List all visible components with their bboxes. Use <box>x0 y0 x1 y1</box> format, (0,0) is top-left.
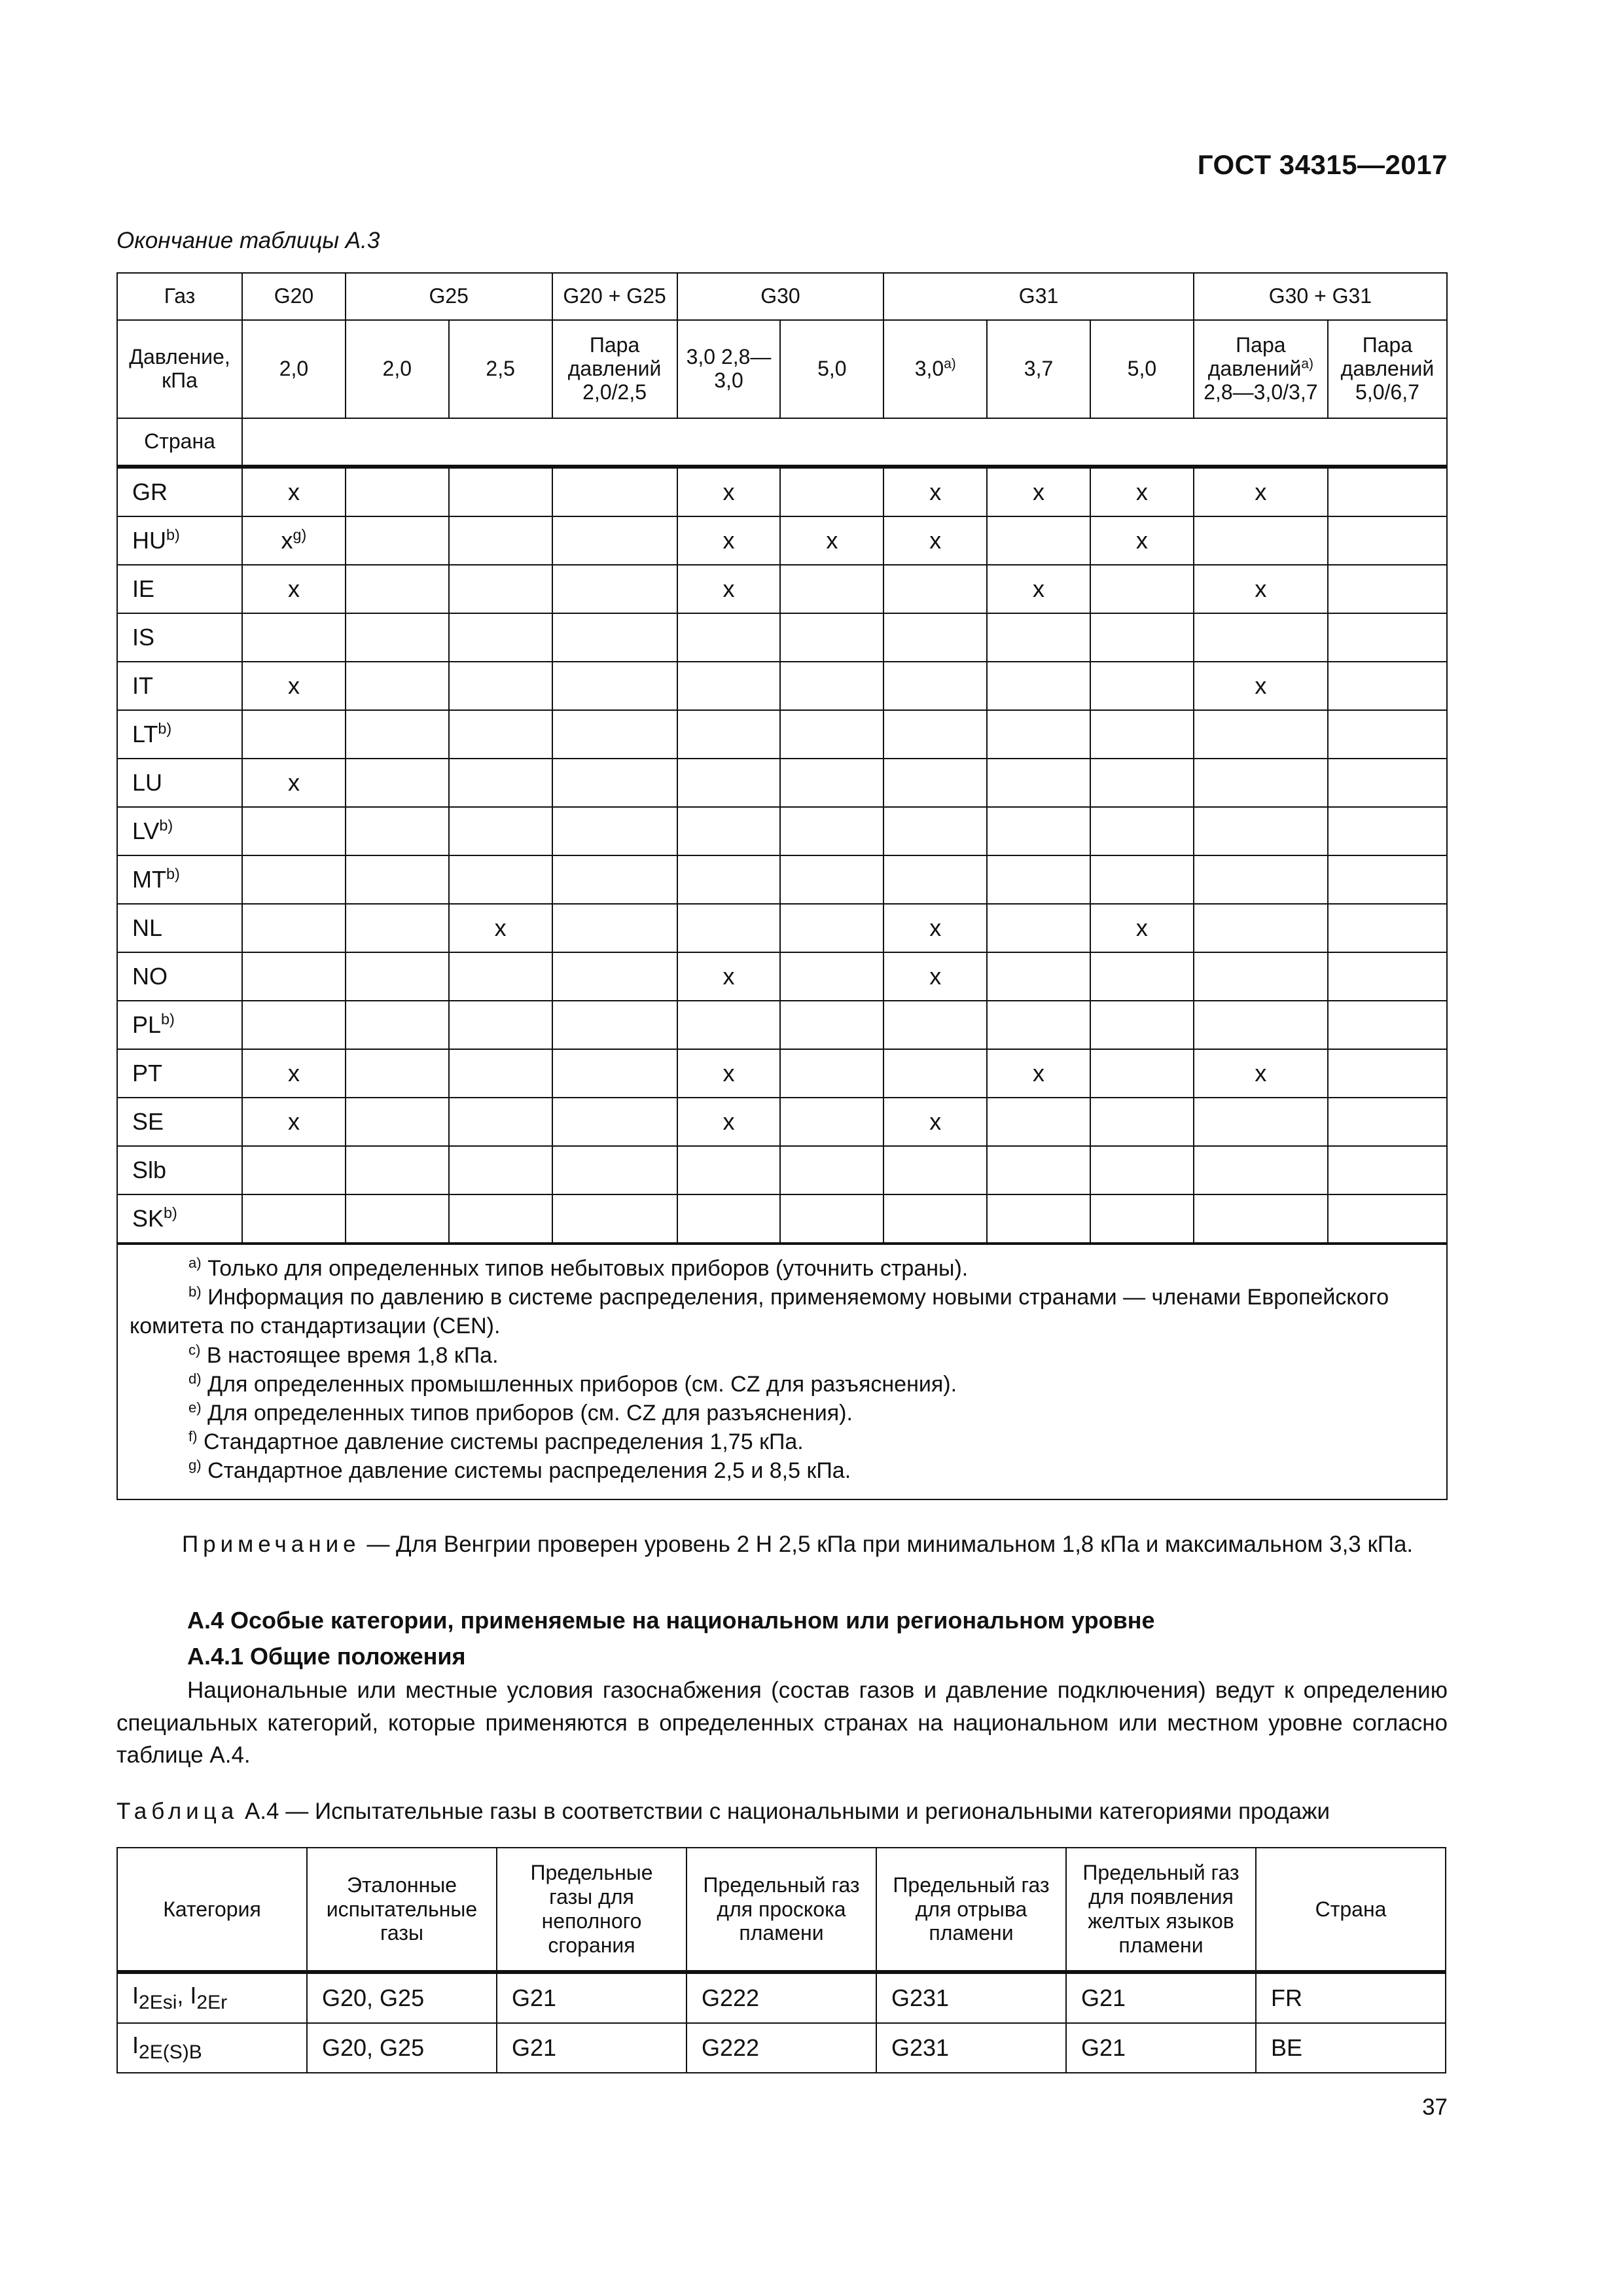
mark-cell: x <box>677 952 781 1001</box>
mark-cell: x <box>1090 467 1194 516</box>
mark-cell <box>883 855 987 904</box>
footnote: $^{g)}$ Стандартное давление системы распределения 2,5 и 8,5 кПа. <box>188 1457 851 1484</box>
mark-cell <box>552 613 677 662</box>
mark-cell <box>883 1001 987 1049</box>
mark-cell <box>780 662 883 710</box>
footnote-ref: a) <box>944 356 956 372</box>
mark-cell <box>780 710 883 759</box>
table-row <box>117 516 1447 565</box>
pressure-value <box>883 320 987 418</box>
mark-cell <box>346 807 449 855</box>
mark-cell <box>1194 904 1328 952</box>
mark-cell <box>987 1001 1090 1049</box>
mark-cell <box>346 710 449 759</box>
mark-cell <box>552 759 677 807</box>
mark-cell <box>987 516 1090 565</box>
mark-cell <box>346 855 449 904</box>
country-code-cell: IE <box>117 565 242 613</box>
table-row <box>117 904 1447 952</box>
mark-cell: x <box>242 759 346 807</box>
mark-cell: x <box>1090 904 1194 952</box>
mark-cell <box>552 516 677 565</box>
table-row <box>117 565 1447 613</box>
table-row <box>117 807 1447 855</box>
mark-cell <box>449 952 552 1001</box>
table-row <box>117 1001 1447 1049</box>
gas-label: Газ <box>117 273 242 320</box>
mark-cell <box>1194 1001 1328 1049</box>
header-cell: Эталонные испытательные газы <box>307 1848 497 1972</box>
mark-cell <box>780 565 883 613</box>
mark-cell <box>242 807 346 855</box>
liftoff-gas-cell: G231 <box>876 1972 1066 2023</box>
country-code-cell: IT <box>117 662 242 710</box>
header-cell: Предельный газ для отрыва пламени <box>876 1848 1066 1972</box>
pressure-value: 2,0 <box>346 320 449 418</box>
mark-cell: x <box>1194 1049 1328 1098</box>
mark-cell <box>677 759 781 807</box>
mark-cell <box>1194 710 1328 759</box>
mark-cell <box>987 952 1090 1001</box>
pressure-value: 2,5 <box>449 320 552 418</box>
gas-group: G30 <box>677 273 884 320</box>
mark-cell <box>780 952 883 1001</box>
mark-cell: x <box>883 904 987 952</box>
mark-cell <box>346 952 449 1001</box>
mark-cell <box>346 613 449 662</box>
country-code-cell: SE <box>117 1098 242 1146</box>
mark-cell <box>346 1001 449 1049</box>
mark-cell <box>883 807 987 855</box>
country-code-cell: IS <box>117 613 242 662</box>
mark-cell: x <box>677 565 781 613</box>
mark-cell <box>242 1194 346 1244</box>
mark-cell <box>1090 759 1194 807</box>
mark-cell <box>552 904 677 952</box>
mark-cell: x <box>1194 662 1328 710</box>
mark-cell <box>1328 1194 1447 1244</box>
mark-cell <box>552 467 677 516</box>
table-row <box>117 1146 1447 1194</box>
pressure-label: Давление, кПа <box>117 320 242 418</box>
mark-cell <box>346 1146 449 1194</box>
mark-cell <box>552 1001 677 1049</box>
mark-cell <box>1090 1001 1194 1049</box>
mark-cell <box>242 952 346 1001</box>
header-cell: Страна <box>1256 1848 1446 1972</box>
country-label: Страна <box>117 418 242 467</box>
mark-cell <box>987 855 1090 904</box>
pressure-value <box>1194 320 1328 418</box>
footnote-ref: a) <box>1301 356 1313 372</box>
mark-cell <box>1194 613 1328 662</box>
mark-cell <box>780 1146 883 1194</box>
mark-cell: x <box>242 467 346 516</box>
mark-cell <box>449 1098 552 1146</box>
incomplete-gas-cell: G21 <box>497 1972 687 2023</box>
gas-group: G20 + G25 <box>552 273 677 320</box>
mark-cell <box>449 1001 552 1049</box>
page-number: 37 <box>1422 2094 1448 2120</box>
mark-cell <box>449 613 552 662</box>
pressure-value: 3,0 2,8—3,0 <box>677 320 781 418</box>
mark-cell <box>552 1098 677 1146</box>
mark-cell <box>552 855 677 904</box>
country-code-cell: SK$^{b)}$ <box>117 1194 242 1244</box>
mark-cell <box>552 710 677 759</box>
mark-cell <box>449 467 552 516</box>
mark-cell <box>346 516 449 565</box>
mark-cell <box>1194 855 1328 904</box>
table-a4-title <box>116 1799 1448 1825</box>
table-row <box>117 1972 1446 2023</box>
pressure-value: Пара давлений 2,0/2,5 <box>552 320 677 418</box>
mark-cell: x <box>883 516 987 565</box>
mark-cell <box>1090 952 1194 1001</box>
mark-cell <box>987 759 1090 807</box>
mark-cell <box>1090 1194 1194 1244</box>
mark-cell <box>1090 1098 1194 1146</box>
mark-cell <box>780 1098 883 1146</box>
mark-cell <box>1090 807 1194 855</box>
mark-cell <box>346 467 449 516</box>
mark-cell <box>780 467 883 516</box>
mark-cell: x <box>883 1098 987 1146</box>
category-cell: $I_{2E(S)B}$ <box>117 2023 307 2073</box>
country-code-cell: LT$^{b)}$ <box>117 710 242 759</box>
mark-cell <box>449 710 552 759</box>
mark-cell <box>1328 759 1447 807</box>
mark-cell <box>1194 952 1328 1001</box>
mark-cell: x <box>242 1098 346 1146</box>
table-a3 <box>116 272 1448 1500</box>
header-cell: Предельный газ для проскока пламени <box>687 1848 876 1972</box>
table-row <box>117 2023 1446 2073</box>
mark-cell <box>242 1001 346 1049</box>
mark-cell <box>1328 613 1447 662</box>
note <box>116 1528 1448 1560</box>
country-code-cell: MT$^{b)}$ <box>117 855 242 904</box>
mark-cell <box>346 1098 449 1146</box>
gas-group: G25 <box>346 273 552 320</box>
country-cell: BE <box>1256 2023 1446 2073</box>
mark-cell <box>677 855 781 904</box>
mark-cell <box>1328 952 1447 1001</box>
mark-cell <box>449 662 552 710</box>
mark-cell <box>1328 516 1447 565</box>
gas-header-row <box>117 273 1447 320</box>
subsection-heading: А.4.1 Общие положения <box>187 1643 466 1670</box>
mark-cell: x <box>242 662 346 710</box>
mark-cell: x <box>987 467 1090 516</box>
mark-cell <box>883 613 987 662</box>
mark-cell <box>1090 565 1194 613</box>
mark-cell <box>552 1194 677 1244</box>
mark-cell <box>987 1146 1090 1194</box>
header-cell: Предельный газ для появления желтых языков пламени <box>1066 1848 1256 1972</box>
mark-cell <box>1194 1194 1328 1244</box>
gas-group: G30 + G31 <box>1194 273 1447 320</box>
mark-cell <box>1328 467 1447 516</box>
ref-gas-cell: G20, G25 <box>307 2023 497 2073</box>
mark-cell <box>987 710 1090 759</box>
mark-cell <box>1090 710 1194 759</box>
mark-cell <box>449 1049 552 1098</box>
mark-cell <box>1194 759 1328 807</box>
footnote: $^{d)}$ Для определенных промышленных приборов (см. CZ для разъяснения). <box>188 1370 957 1397</box>
mark-cell <box>552 565 677 613</box>
mark-cell <box>883 662 987 710</box>
mark-cell: x <box>1090 516 1194 565</box>
mark-cell <box>346 1194 449 1244</box>
mark-cell: x <box>1194 467 1328 516</box>
table-row <box>117 467 1447 516</box>
country-code-cell: GR <box>117 467 242 516</box>
mark-cell: x <box>677 1049 781 1098</box>
ref-gas-cell: G20, G25 <box>307 1972 497 2023</box>
footnotes-row <box>117 1244 1447 1499</box>
mark-cell <box>1090 1146 1194 1194</box>
mark-cell <box>242 855 346 904</box>
mark-cell <box>1194 1098 1328 1146</box>
mark-cell <box>1194 516 1328 565</box>
mark-cell <box>449 565 552 613</box>
mark-cell: x <box>677 516 781 565</box>
mark-cell <box>883 1146 987 1194</box>
mark-cell <box>1328 1146 1447 1194</box>
mark-cell <box>449 516 552 565</box>
footnote: $^{c)}$ В настоящее время 1,8 кПа. <box>188 1341 499 1368</box>
mark-cell <box>987 662 1090 710</box>
mark-cell <box>346 759 449 807</box>
pressure-value-text: 3,0 <box>914 357 944 381</box>
mark-cell <box>242 710 346 759</box>
pressure-value: 3,7 <box>987 320 1090 418</box>
pressure-value: 5,0 <box>780 320 883 418</box>
mark-cell <box>552 807 677 855</box>
mark-cell <box>242 1146 346 1194</box>
mark-cell <box>987 807 1090 855</box>
table-row <box>117 759 1447 807</box>
mark-cell <box>780 1001 883 1049</box>
mark-cell: x <box>1194 565 1328 613</box>
table-row <box>117 1098 1447 1146</box>
mark-cell <box>883 1194 987 1244</box>
country-code-cell: PL$^{b)}$ <box>117 1001 242 1049</box>
mark-cell <box>677 613 781 662</box>
mark-cell: x <box>883 952 987 1001</box>
table-row <box>117 855 1447 904</box>
country-code-cell: NO <box>117 952 242 1001</box>
mark-cell <box>1328 565 1447 613</box>
liftoff-gas-cell: G231 <box>876 2023 1066 2073</box>
mark-cell <box>552 662 677 710</box>
mark-cell <box>346 904 449 952</box>
gas-group: G20 <box>242 273 346 320</box>
country-rows <box>117 467 1447 1244</box>
mark-cell <box>677 662 781 710</box>
country-code-cell: NL <box>117 904 242 952</box>
mark-cell <box>987 1098 1090 1146</box>
mark-cell <box>883 759 987 807</box>
table-row <box>117 613 1447 662</box>
table-row <box>117 1049 1447 1098</box>
mark-cell <box>242 613 346 662</box>
incomplete-gas-cell: G21 <box>497 2023 687 2073</box>
mark-cell: $x^{g)}$ <box>242 516 346 565</box>
mark-cell <box>552 952 677 1001</box>
mark-cell <box>1194 1146 1328 1194</box>
mark-cell: x <box>677 1098 781 1146</box>
mark-cell <box>677 807 781 855</box>
pressure-header-row <box>117 320 1447 418</box>
mark-cell <box>677 1146 781 1194</box>
mark-cell <box>1328 904 1447 952</box>
mark-cell <box>346 1049 449 1098</box>
note-text: — Для Венгрии проверен уровень 2 Н 2,5 кПа при минимальном 1,8 кПа и максимальном 3,3 кПа. <box>360 1532 1414 1557</box>
footnotes <box>117 1244 1447 1499</box>
gas-group: G31 <box>883 273 1194 320</box>
mark-cell <box>1090 855 1194 904</box>
section-heading: А.4 Особые категории, применяемые на национальном или региональном уровне <box>187 1607 1155 1634</box>
mark-cell <box>346 565 449 613</box>
mark-cell <box>987 904 1090 952</box>
country-code-cell: Slb <box>117 1146 242 1194</box>
mark-cell <box>1194 807 1328 855</box>
table-caption: Окончание таблицы А.3 <box>116 228 380 253</box>
note-label: Примечание <box>182 1532 361 1557</box>
mark-cell <box>1328 1098 1447 1146</box>
country-code-cell: PT <box>117 1049 242 1098</box>
mark-cell <box>677 904 781 952</box>
table-row <box>117 1194 1447 1244</box>
footnote: $^{e)}$ Для определенных типов приборов (см. CZ для разъяснения). <box>188 1399 853 1426</box>
mark-cell <box>1328 855 1447 904</box>
mark-cell <box>552 1049 677 1098</box>
country-code-cell: HU$^{b)}$ <box>117 516 242 565</box>
mark-cell <box>1090 662 1194 710</box>
table-row <box>117 710 1447 759</box>
mark-cell <box>449 807 552 855</box>
mark-cell <box>1328 1049 1447 1098</box>
mark-cell <box>780 613 883 662</box>
mark-cell <box>449 1194 552 1244</box>
mark-cell <box>1328 1001 1447 1049</box>
mark-cell <box>1090 1049 1194 1098</box>
mark-cell <box>780 1194 883 1244</box>
yellow-tip-gas-cell: G21 <box>1066 2023 1256 2073</box>
table-title-text: А.4 — Испытательные газы в соответствии с национальными и региональными категориями продажи <box>238 1799 1330 1824</box>
category-cell: $I_{2Esi}$, $I_{2Er}$ <box>117 1972 307 2023</box>
flashback-gas-cell: G222 <box>687 1972 876 2023</box>
footnote: $^{a)}$ Только для определенных типов небытовых приборов (уточнить страны). <box>188 1254 969 1281</box>
mark-cell <box>780 855 883 904</box>
mark-cell <box>883 565 987 613</box>
table-row <box>117 952 1447 1001</box>
mark-cell <box>677 1001 781 1049</box>
table-row <box>117 662 1447 710</box>
mark-cell <box>242 904 346 952</box>
mark-cell <box>677 710 781 759</box>
footnote: $^{f)}$ Стандартное давление системы распределения 1,75 кПа. <box>188 1427 804 1455</box>
footnote: $^{b)}$ Информация по давлению в системе распределения, применяемому новыми странами — членами Европейского комитета по стандартизации (CEN). <box>130 1283 1389 1339</box>
mark-cell <box>987 1194 1090 1244</box>
mark-cell <box>1328 807 1447 855</box>
country-cell: FR <box>1256 1972 1446 2023</box>
pressure-value: Пара давлений 5,0/6,7 <box>1328 320 1447 418</box>
flashback-gas-cell: G222 <box>687 2023 876 2073</box>
header-cell: Категория <box>117 1848 307 1972</box>
mark-cell: x <box>987 565 1090 613</box>
mark-cell <box>449 759 552 807</box>
table-a4 <box>116 1847 1446 2073</box>
mark-cell <box>1090 613 1194 662</box>
mark-cell <box>552 1146 677 1194</box>
mark-cell <box>780 1049 883 1098</box>
mark-cell <box>780 807 883 855</box>
mark-cell <box>780 759 883 807</box>
mark-cell <box>987 613 1090 662</box>
mark-cell <box>677 1194 781 1244</box>
mark-cell: x <box>780 516 883 565</box>
pressure-value: 5,0 <box>1090 320 1194 418</box>
mark-cell: x <box>677 467 781 516</box>
mark-cell: x <box>449 904 552 952</box>
table-label: Таблица <box>116 1799 239 1824</box>
mark-cell <box>1328 710 1447 759</box>
pressure-value-tail: 2,8—3,0/3,7 <box>1204 380 1318 404</box>
mark-cell <box>1328 662 1447 710</box>
mark-cell <box>346 662 449 710</box>
mark-cell: x <box>883 467 987 516</box>
header-cell: Предельные газы для неполного сгорания <box>497 1848 687 1972</box>
country-header-row <box>117 418 1447 467</box>
section-paragraph: Национальные или местные условия газоснабжения (состав газов и давление подключения) ведут к определению специальных категорий, которые применяются в определенных странах на национальном или местном уровне согласно таблице А.4. <box>116 1677 1448 1768</box>
table-a4-header-row <box>117 1848 1446 1972</box>
mark-cell: x <box>242 565 346 613</box>
yellow-tip-gas-cell: G21 <box>1066 1972 1256 2023</box>
mark-cell <box>883 1049 987 1098</box>
mark-cell <box>449 1146 552 1194</box>
mark-cell <box>449 855 552 904</box>
mark-cell: x <box>242 1049 346 1098</box>
country-code-cell: LU <box>117 759 242 807</box>
standard-number: ГОСТ 34315—2017 <box>1197 149 1448 180</box>
mark-cell: x <box>987 1049 1090 1098</box>
pressure-value: 2,0 <box>242 320 346 418</box>
mark-cell <box>883 710 987 759</box>
pressure-value-text: Пара давлений <box>1207 333 1302 381</box>
country-code-cell: LV$^{b)}$ <box>117 807 242 855</box>
mark-cell <box>780 904 883 952</box>
